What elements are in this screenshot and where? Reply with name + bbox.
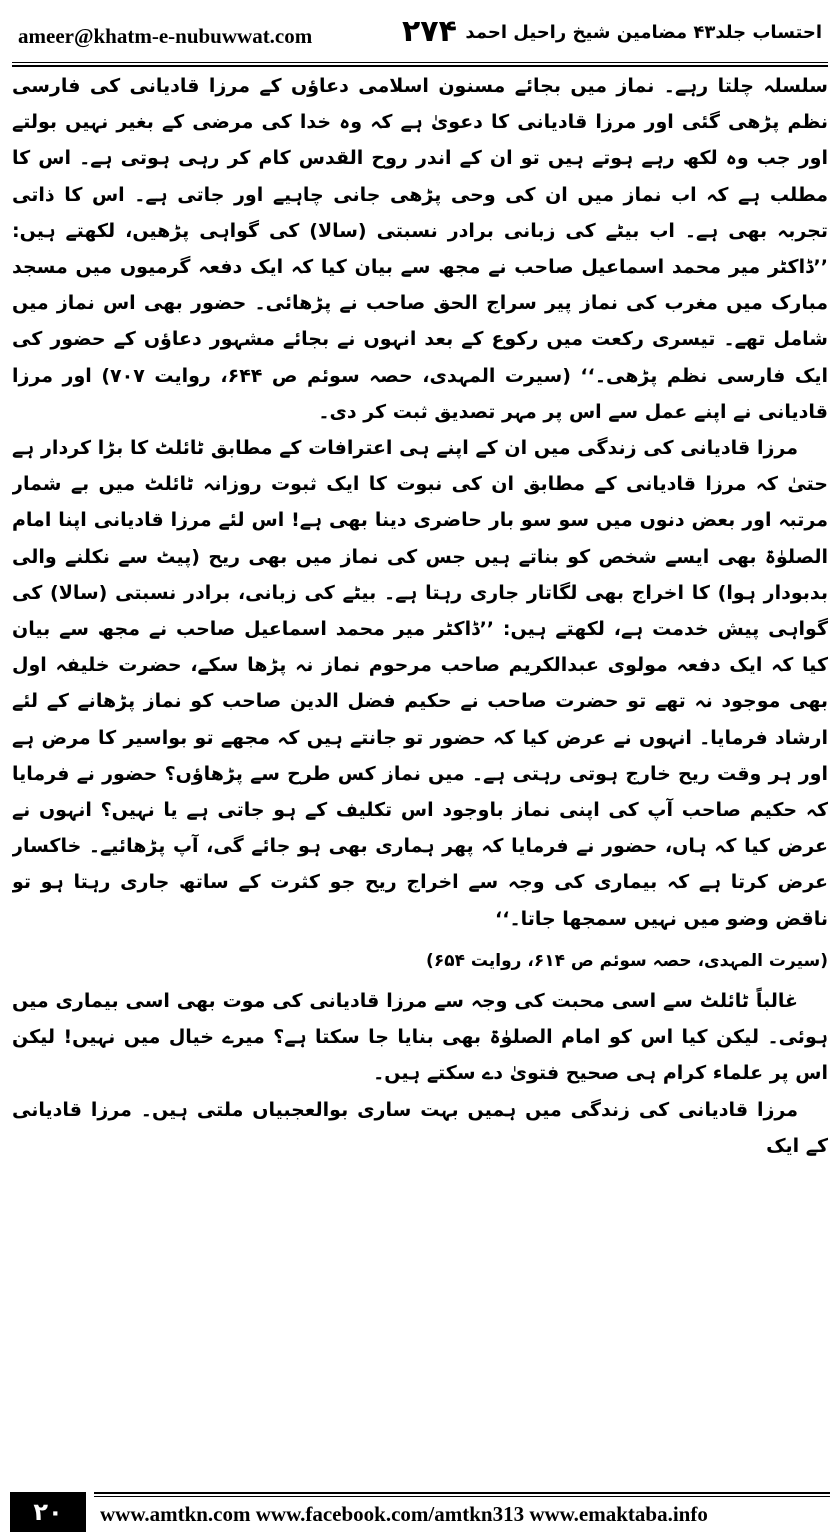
paragraph-3: غالباً ٹائلٹ سے اسی محبت کی وجہ سے مرزا قادیانی کی موت بھی اسی بیماری میں ہوئی۔ لیکن کیا اس کو امام الصلوٰۃ بھی بنایا جا سکتا ہے؟ میرے خیال میں نہیں! لیکن اس پر علماء کرام ہی صحیح فتویٰ دے سکتے ہیں۔ <box>12 990 828 1085</box>
header-book-title: احتساب جلد۴۳ مضامین شیخ راحیل احمد <box>465 22 822 43</box>
header-email[interactable]: ameer@khatm-e-nubuwwat.com <box>18 24 313 48</box>
header-page-number: ۲۷۴ <box>402 14 457 49</box>
paragraph-4: مرزا قادیانی کی زندگی میں ہمیں بہت ساری بوالعجبیاں ملتی ہیں۔ مرزا قادیانی کے ایک <box>12 1098 828 1157</box>
page-header <box>12 14 828 58</box>
header-divider <box>12 62 828 67</box>
footer-page-badge: ۲۰ <box>10 1492 86 1532</box>
paragraph-2: مرزا قادیانی کی زندگی میں ان کے اپنے ہی اعترافات کے مطابق ٹائلٹ کا بڑا کردار ہے حتیٰ کہ مرزا قادیانی کے مطابق ان کی نبوت کا ایک ثبوت روزانہ ٹائلٹ میں بے شمار مرتبہ اور بعض دنوں میں سو سو بار حاضری دینا بھی ہے! اس لئے مرزا قادیانی اپنا امام الصلوٰۃ بھی ایسے شخص کو بناتے ہیں جس کی نماز میں بھی ریح (پیٹ سے نکلنے والی بدبودار ہوا) کا اخراج بھی لگاتار جاری رہتا ہے۔ بیٹے کی زبانی، برادر نسبتی (سالا) کی گواہی پیش خدمت ہے، لکھتے ہیں: ’’ڈاکٹر میر محمد اسماعیل صاحب نے مجھ سے بیان کیا کہ ایک دفعہ مولوی عبدالکریم صاحب مرحوم نماز نہ پڑھا سکے، حضرت خلیفہ اول بھی موجود نہ تھے تو حضرت صاحب نے حکیم فضل الدین صاحب کو نماز پڑھانے کے لئے ارشاد فرمایا۔ انہوں نے عرض کیا کہ حضور تو جانتے ہیں کہ مجھے تو بواسیر کا مرض ہے اور ہر وقت ریح خارج ہوتی رہتی ہے۔ میں نماز کس طرح سے پڑھاؤں؟ حضور نے فرمایا کہ حکیم صاحب آپ کی اپنی نماز باوجود اس تکلیف کے ہو جاتی ہے یا نہیں؟ انہوں نے عرض کیا کہ ہاں، حضور نے فرمایا کہ پھر ہماری بھی ہو جائے گی، آپ پڑھائیے۔ خاکسار عرض کرتا ہے کہ بیماری کی وجہ سے اخراج ریح جو کثرت کے ساتھ جاری رہتا ہو تو ناقض وضو میں نہیں سمجھا جاتا۔‘‘ <box>12 437 828 930</box>
citation-reference: (سیرت المہدی، حصہ سوئم ص ۶۱۴، روایت ۶۵۴) <box>426 950 828 971</box>
footer-divider <box>94 1492 830 1497</box>
footer-links[interactable]: www.amtkn.com www.facebook.com/amtkn313 www.emaktaba.info <box>100 1502 708 1526</box>
article-body <box>12 68 828 1448</box>
paragraph-1: سلسلہ چلتا رہے۔ نماز میں بجائے مسنون اسلامی دعاؤں کے مرزا قادیانی کی فارسی نظم پڑھی گئی اور مرزا قادیانی کا دعویٰ ہے کہ وہ خدا کی مرضی کے بغیر نہیں بولتے اور جب وہ لکھ رہے ہوتے ہیں تو ان کے اندر روح القدس کام کر رہی ہوتی ہے۔ اس کا مطلب ہے کہ اب نماز میں ان کی وحی پڑھی جانی چاہیے اور جاتی ہے۔ اس کا ذاتی تجربہ بھی ہے۔ اب بیٹے کی زبانی برادر نسبتی (سالا) کی گواہی پڑھیں، لکھتے ہیں: ’’ڈاکٹر میر محمد اسماعیل صاحب نے مجھ سے بیان کیا کہ ایک دفعہ گرمیوں میں مسجد مبارک میں مغرب کی نماز پیر سراج الحق صاحب نے پڑھائی۔ حضور بھی اس نماز میں شامل تھے۔ تیسری رکعت میں رکوع کے بعد انہوں نے بجائے مشہور دعاؤں کے حضور کی ایک فارسی نظم پڑھی۔‘‘ (سیرت المہدی، حصہ سوئم ص ۶۴۴، روایت ۷۰۷) اور مرزا قادیانی نے اپنے عمل سے اس پر مہر تصدیق ثبت کر دی۔ <box>12 75 828 423</box>
page-footer <box>10 1492 830 1532</box>
